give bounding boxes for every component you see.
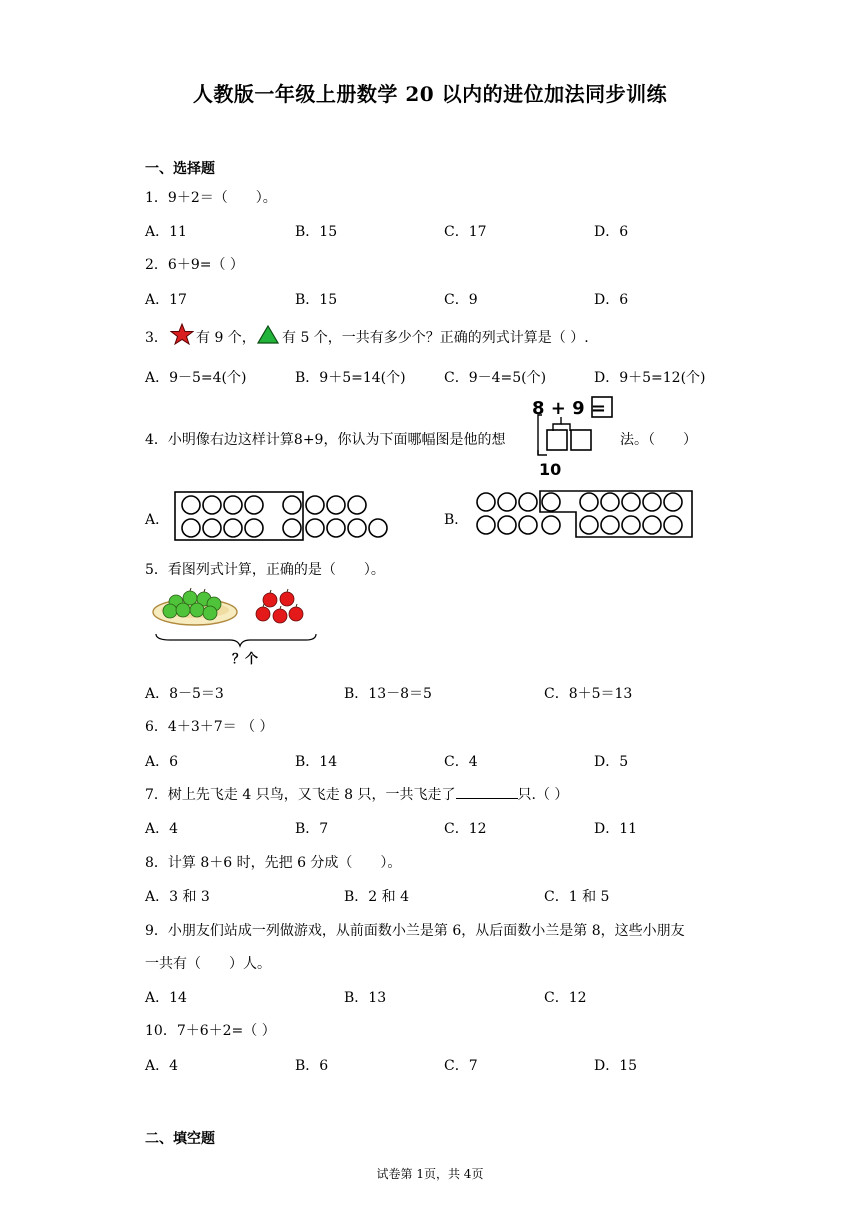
q1-option-c: C．17 [444, 224, 487, 240]
q10-option-c: C．7 [444, 1058, 478, 1074]
q7-option-a: A．4 [145, 821, 179, 837]
question-8: 8．计算 8＋6 时，先把 6 分成（ ）。 [145, 855, 402, 871]
answer-blank [456, 786, 518, 799]
q5-option-b: B．13－8＝5 [344, 686, 432, 702]
question-6: 6．4＋3＋7＝ （ ） [145, 719, 274, 735]
q10-option-d: D．15 [594, 1058, 638, 1074]
q10-option-a: A．4 [145, 1058, 179, 1074]
question-9-line2: 一共有（ ）人。 [145, 956, 271, 972]
question-1: 1．9＋2＝（ ）。 [145, 190, 277, 206]
q9-option-c: C．12 [544, 990, 587, 1006]
question-9-line1: 9．小朋友们站成一列做游戏，从前面数小兰是第 6，从后面数小兰是第 8，这些小朋友 [145, 923, 685, 939]
question-2: 2．6＋9=（ ） [145, 257, 244, 273]
q4-option-b: B． [444, 512, 469, 528]
q4-option-a: A． [145, 512, 170, 528]
question-3-part1: 有 9 个， [196, 330, 256, 346]
q4-option-a-figure [172, 490, 396, 542]
green-triangle-icon [257, 325, 279, 344]
q6-option-c: C．4 [444, 754, 478, 770]
q9-option-b: B．13 [344, 990, 387, 1006]
q6-option-d: D．5 [594, 754, 629, 770]
q9-option-a: A．14 [145, 990, 187, 1006]
q3-option-d: D．9＋5=12(个) [594, 370, 706, 386]
apples-question-label: ？个 [232, 652, 259, 667]
page-footer: 试卷第 1页，共 4页 [376, 1167, 484, 1181]
q8-option-b: B．2 和 4 [344, 889, 410, 905]
question-3-number: 3． [145, 330, 168, 346]
q6-option-b: B．14 [295, 754, 338, 770]
q7-option-d: D．11 [594, 821, 638, 837]
q3-option-b: B．9＋5=14(个) [295, 370, 406, 386]
q5-option-c: C．8＋5＝13 [544, 686, 633, 702]
question-4-tail: 法。（ ） [620, 432, 697, 448]
figure-equation: 8 + 9 = [532, 398, 607, 419]
q7-option-c: C．12 [444, 821, 487, 837]
question-7-text: 7．树上先飞走 4 只鸟，又飞走 8 只，一共飞走了 [145, 787, 456, 803]
question-7 [145, 784, 568, 804]
q4-option-b-figure [472, 488, 696, 540]
q2-option-c: C．9 [444, 292, 478, 308]
question-7-tail: 只.（ ） [517, 787, 569, 803]
split-ten-figure [530, 393, 620, 479]
q2-option-b: B．15 [295, 292, 338, 308]
q3-option-a: A．9－5=4(个) [145, 370, 247, 386]
q1-option-a: A．11 [145, 224, 187, 240]
q1-option-d: D．6 [594, 224, 629, 240]
question-10: 10．7＋6＋2=（ ） [145, 1023, 276, 1039]
section-fill-heading: 二、填空题 [145, 1131, 215, 1147]
q1-option-b: B．15 [295, 224, 338, 240]
q8-option-a: A．3 和 3 [145, 889, 210, 905]
page-title: 人教版一年级上册数学 20 以内的进位加法同步训练 [192, 82, 668, 106]
q5-option-a: A．8－5＝3 [145, 686, 224, 702]
q2-option-a: A．17 [145, 292, 187, 308]
question-3-part2: 有 5 个，一共有多少个？正确的列式计算是（ ）. [282, 330, 589, 346]
question-4: 4．小明像右边这样计算8+9，你认为下面哪幅图是他的想 [145, 432, 506, 448]
q10-option-b: B．6 [295, 1058, 329, 1074]
q2-option-d: D．6 [594, 292, 629, 308]
figure-ten-label: 10 [539, 460, 562, 479]
q3-option-c: C．9－4=5(个) [444, 370, 547, 386]
q8-option-c: C．1 和 5 [544, 889, 610, 905]
question-5: 5．看图列式计算，正确的是（ ）。 [145, 562, 385, 578]
red-star-icon [170, 323, 194, 345]
section-choice-heading: 一、选择题 [145, 161, 215, 177]
q7-option-b: B．7 [295, 821, 329, 837]
q6-option-a: A．6 [145, 754, 179, 770]
